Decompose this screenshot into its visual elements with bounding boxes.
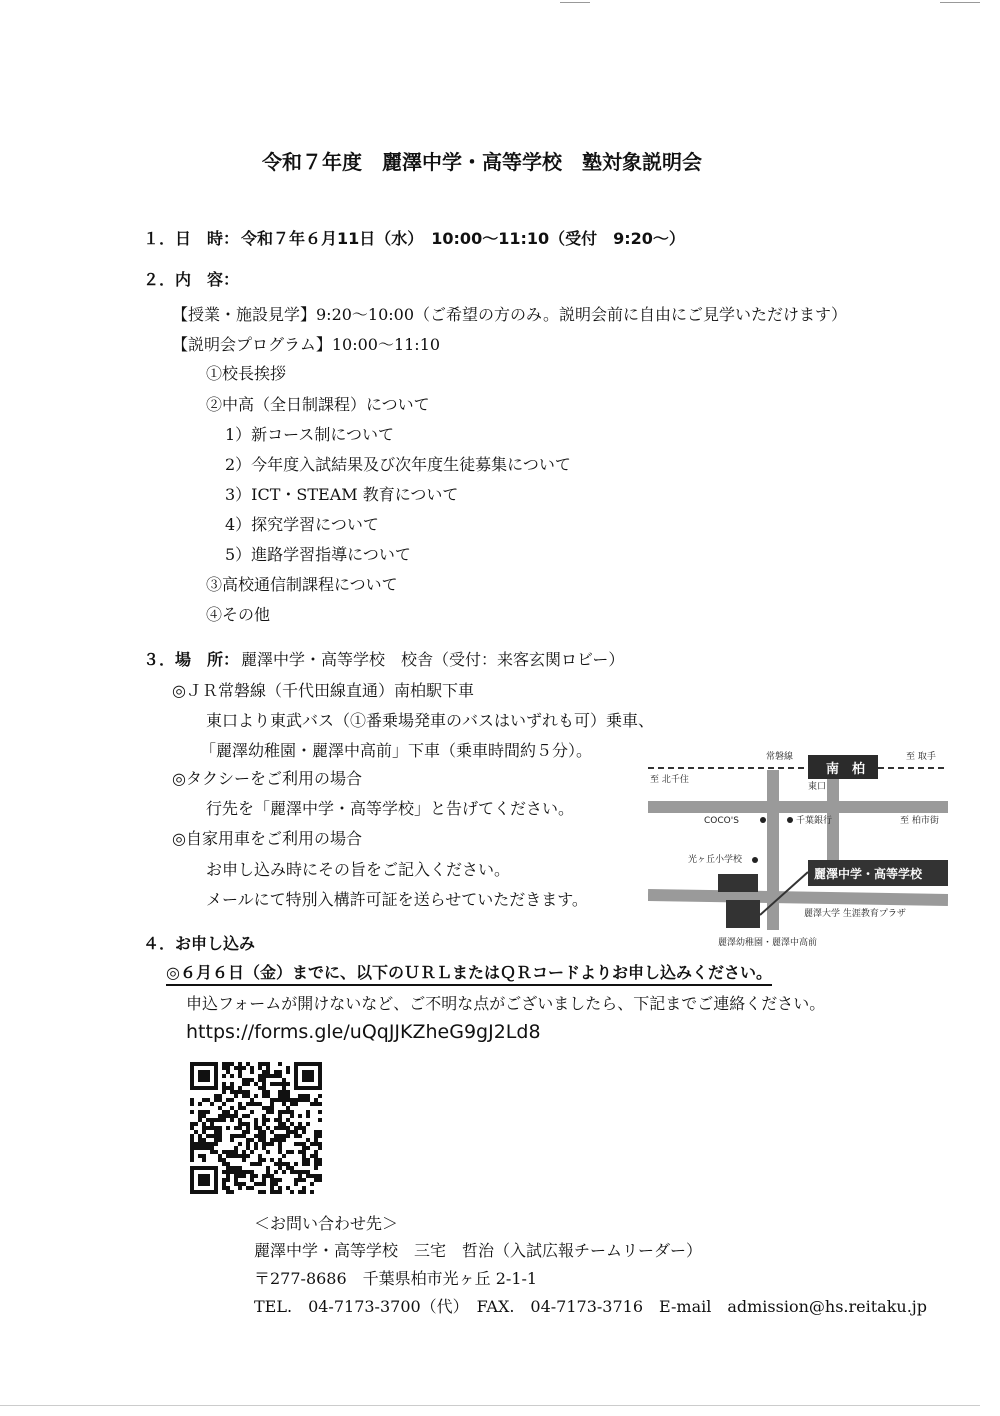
apply-url-link[interactable]: https://forms.gle/uQqJJKZheG9gJ2Ld8 [186,1021,541,1043]
contact-address: 〒277-8686 千葉県柏市光ヶ丘 2-1-1 [254,1269,538,1288]
program-subitem: 4）探究学習について [225,515,379,534]
access-map [648,740,948,950]
access-line: メールにて特別入構許可証を送らせていただきます。 [206,890,588,909]
access-line: ◎ＪＲ常磐線（千代田線直通）南柏駅下車 [172,681,474,700]
map-road [648,895,948,900]
map-to-kitasenju: 至 北千住 [650,775,689,785]
bank-marker [787,817,793,823]
access-line: ◎自家用車をご利用の場合 [172,829,362,848]
scan-artifact [0,1405,980,1406]
program-subitem: 5）進路学習指導について [225,545,411,564]
map-line-name: 常磐線 [766,752,794,762]
venue-value: 麗澤中学・高等学校 校舎（受付：来客玄関ロビー） [241,650,625,669]
map-station: 南 柏 [826,762,866,777]
program-item: ②中高（全日制課程）について [206,395,430,414]
program-item: ④その他 [206,605,271,624]
apply-deadline: ◎６月６日（金）までに、以下のＵＲＬまたはＱＲコードよりお申し込みください。 [166,963,772,986]
map-to-kashiwa: 至 柏市街 [900,816,939,826]
map-univ: 麗澤大学 生涯教育プラザ [804,909,906,919]
apply-label: ４．お申し込み [143,934,256,953]
contact-person: 麗澤中学・高等学校 三宅 哲治（入試広報チームリーダー） [254,1241,703,1260]
contact-heading: ＜お問い合わせ先＞ [254,1214,399,1233]
map-school: 麗澤中学・高等学校 [814,867,923,881]
page-title: 令和７年度 麗澤中学・高等学校 塾対象説明会 [262,150,702,174]
scan-artifact [560,2,590,3]
content-label: ２．内 容： [143,270,240,289]
cocos-marker [760,817,766,823]
program-item: ③高校通信制課程について [206,575,398,594]
map-bus-stop: 麗澤幼稚園・麗澤中高前 [718,938,818,948]
access-line: 東口より東武バス（①番乗場発車のバスはいずれも可）乗車、 [206,711,655,730]
access-line: ◎タクシーをご利用の場合 [172,769,362,788]
date-label: １．日 時： [143,229,240,248]
program-subitem: 1）新コース制について [225,425,395,444]
elementary-box [718,874,758,892]
venue-label: ３．場 所： [143,650,240,669]
apply-note: 申込フォームが開けないなど、ご不明な点がございましたら、下記までご連絡ください。 [186,994,826,1013]
map-east-exit: 東口 [808,782,827,792]
access-line: 「麗澤幼稚園・麗澤中高前」下車（乗車時間約５分）。 [200,741,593,760]
map-chiba-bank: 千葉銀行 [796,816,833,826]
contact-phones: TEL. 04-7173-3700（代） FAX. 04-7173-3716 E-mail admission@hs.reitaku.jp [254,1297,927,1316]
map-elementary: 光ヶ丘小学校 [688,855,743,865]
program-subitem: 2）今年度入試結果及び次年度生徒募集について [225,455,571,474]
map-cocos: COCO'S [704,816,739,826]
access-line: 行先を「麗澤中学・高等学校」と告げてください。 [206,799,575,818]
access-line: お申し込み時にその旨をご記入ください。 [206,860,511,879]
date-value: 令和７年６月11日（水） 10:00～11:10（受付 9:20～） [241,229,685,248]
map-to-toride: 至 取手 [906,752,936,762]
school-grounds [726,900,760,928]
tour-line: 【授業・施設見学】9:20～10:00（ご希望の方のみ。説明会前に自由にご見学いただけます） [172,305,848,324]
scan-artifact [940,2,980,3]
program-heading: 【説明会プログラム】10:00～11:10 [172,335,441,354]
elementary-marker [752,857,758,863]
qr-code[interactable] [190,1062,322,1194]
program-subitem: 3）ICT・STEAM 教育について [225,485,459,504]
program-item: ①校長挨拶 [206,364,287,383]
